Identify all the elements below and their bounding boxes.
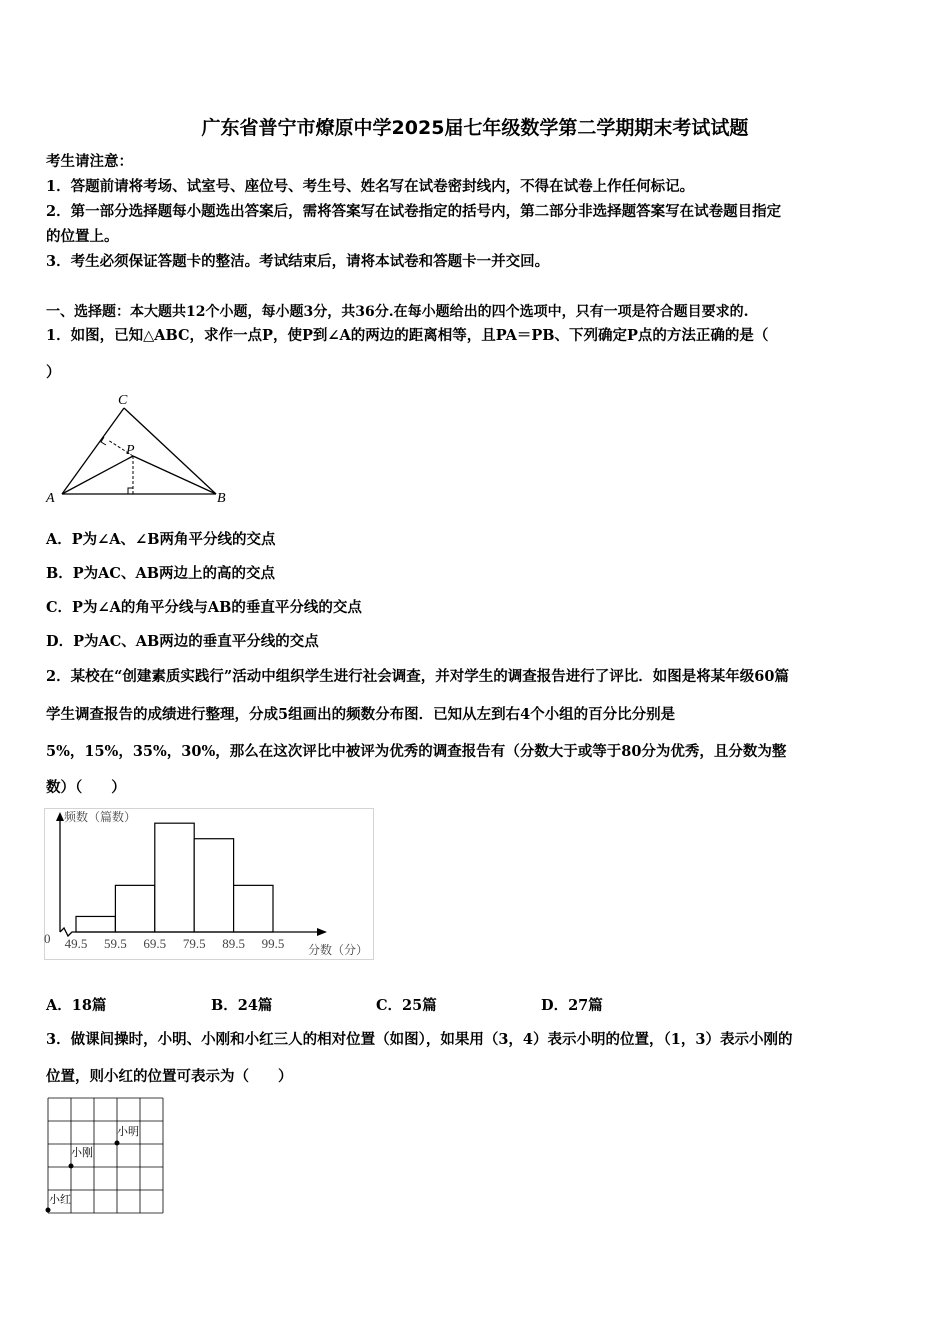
x-tick-label: 49.5 [64,936,88,951]
xiaogang-point [69,1164,74,1169]
y-axis-label: 频数（篇数） [64,810,137,824]
q2-option-b: B．24篇 [211,997,273,1014]
notice-item-2-cont: 的位置上。 [46,228,119,245]
x-tick-label: 79.5 [182,936,206,951]
q2-histogram [44,808,374,960]
xiaohong-point [46,1208,51,1213]
side-ac [62,408,124,494]
q1-option-b: B．P为AC、AB两边上的高的交点 [46,565,275,582]
q1-option-c: C．P为∠A的角平分线与AB的垂直平分线的交点 [46,599,362,616]
x-tick-label: 69.5 [143,936,167,951]
xiaoming-label: 小明 [117,1125,139,1138]
q3-stem-2: 位置，则小红的位置可表示为（ ） [46,1068,293,1085]
q2-option-c: C．25篇 [376,997,437,1014]
q1-stem-end: ） [46,364,61,381]
q3-position-grid [44,1094,168,1214]
xiaoming-point [115,1141,120,1146]
histogram-bar [115,885,154,932]
label-b: B [217,491,226,506]
histogram-bar [155,823,194,932]
notice-item-1: 1．答题前请将考场、试室号、座位号、考生号、姓名写在试卷密封线内，不得在试卷上作任何标记。 [46,178,695,195]
x-tick-label: 89.5 [222,936,245,951]
x-tick-label: 99.5 [261,936,285,951]
q3-stem-1: 3．做课间操时，小明、小刚和小红三人的相对位置（如图），如果用（3，4）表示小明的位置，（1，3）表示小刚的 [46,1031,793,1048]
y-axis-arrow [56,812,64,821]
histogram-bar [194,839,233,932]
section-1-heading: 一、选择题：本大题共12个小题，每小题3分，共36分.在每小题给出的四个选项中，只有一项是符合题目要求的. [46,304,749,320]
label-p: P [126,443,135,458]
q2-stem-2: 学生调查报告的成绩进行整理，分成5组画出的频数分布图．已知从左到右4个小组的百分比分别是 [46,706,676,723]
histogram-bar [76,916,115,932]
xiaogang-label: 小刚 [71,1146,93,1159]
q1-option-d: D．P为AC、AB两边的垂直平分线的交点 [46,633,319,650]
q2-option-a: A．18篇 [46,997,107,1014]
notice-item-3: 3．考生必须保证答题卡的整洁。考试结束后，请将本试卷和答题卡一并交回。 [46,253,550,270]
segment-pa [62,456,133,494]
q2-stem-1: 2．某校在“创建素质实践行”活动中组织学生进行社会调查，并对学生的调查报告进行了评比．如图是将某年级60篇 [46,668,789,685]
x-axis-arrow [317,928,327,936]
xiaohong-label: 小红 [49,1193,71,1206]
page-title: 广东省普宁市燎原中学2025届七年级数学第二学期期末考试试题 [201,117,749,139]
label-a: A [46,491,55,506]
origin-label: 0 [44,931,51,946]
notice-heading: 考生请注意： [46,153,133,170]
q1-stem: 1．如图，已知△ABC，求作一点P，使P到∠A的两边的距离相等，且PA＝PB、下列确定P点的方法正确的是（ [46,327,769,344]
histogram-bar [234,885,273,932]
q1-triangle-figure [40,388,240,508]
notice-item-2: 2．第一部分选择题每小题选出答案后，需将答案写在试卷指定的括号内，第二部分非选择题答案写在试卷题目指定 [46,203,782,220]
x-tick-label: 59.5 [104,936,127,951]
right-angle-mark-ab [128,488,133,494]
label-c: C [118,393,128,408]
segment-pb [133,456,216,494]
q2-option-d: D．27篇 [541,997,603,1014]
x-axis-label: 分数（分） [308,943,369,957]
q1-option-a: A．P为∠A、∠B两角平分线的交点 [46,531,276,548]
side-cb [124,408,216,494]
q2-stem-4: 数）（ ） [46,779,126,796]
q2-stem-3: 5%，15%，35%，30%，那么在这次评比中被评为优秀的调查报告有（分数大于或等于80分为优秀，且分数为整 [46,743,787,760]
